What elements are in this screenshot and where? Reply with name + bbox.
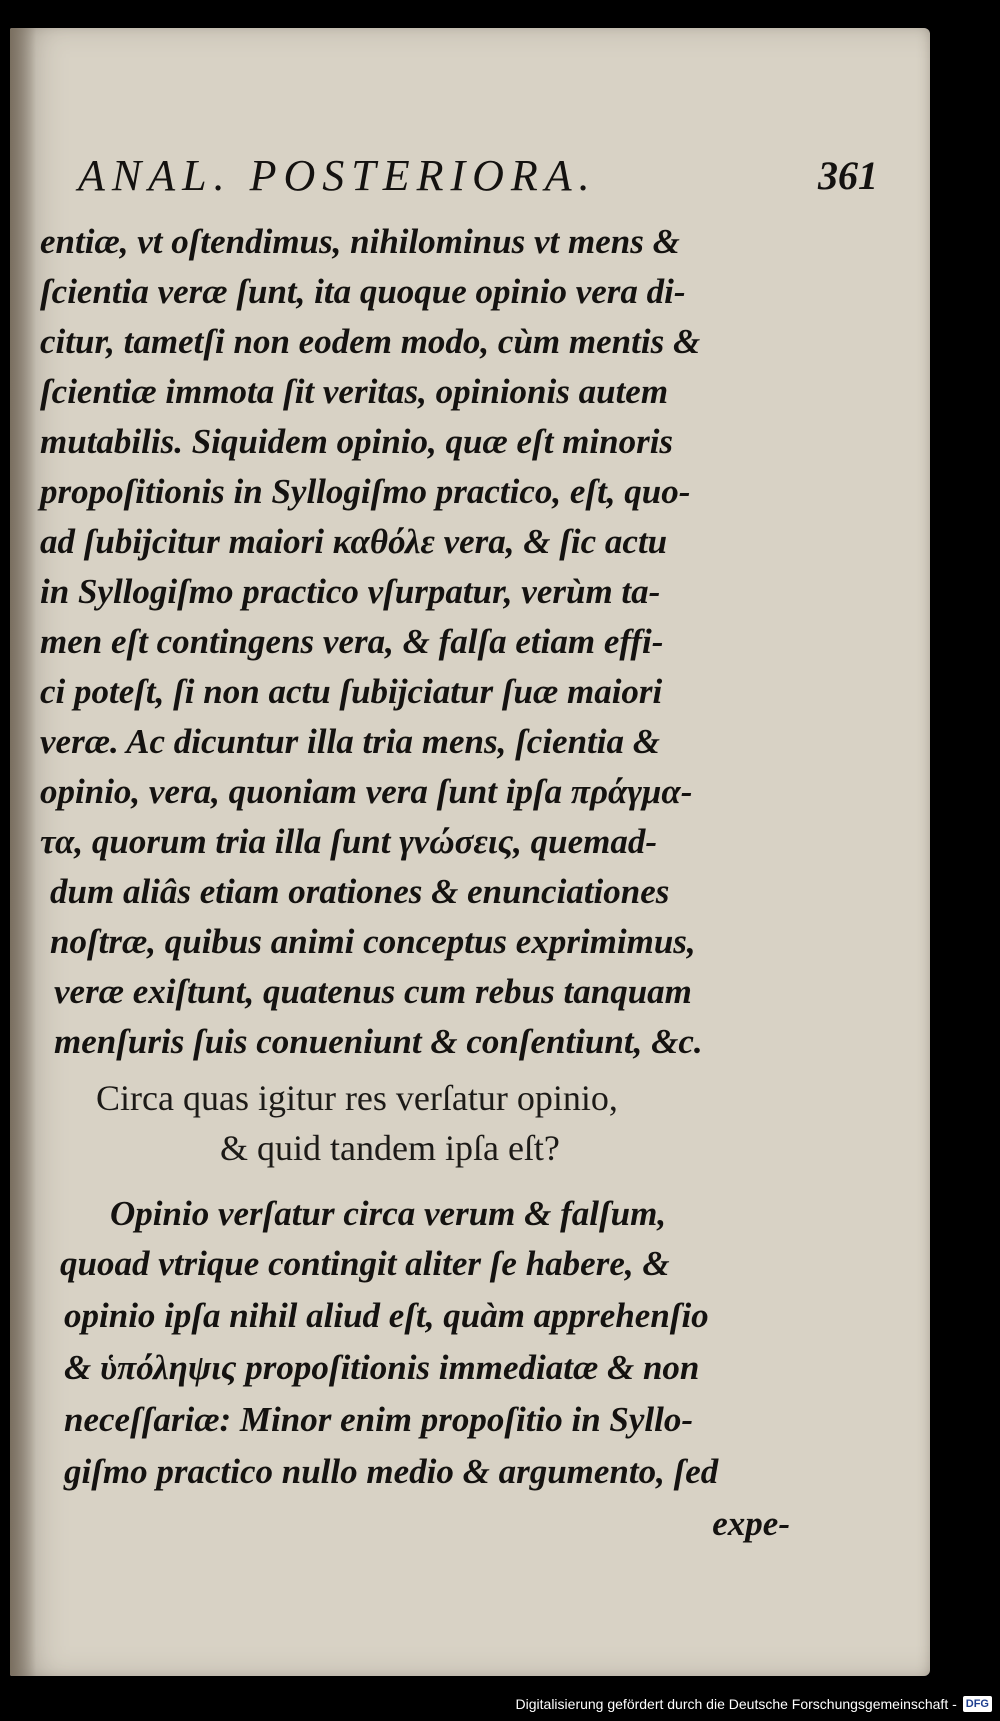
catchword: expe- xyxy=(712,1504,790,1543)
credit-text: Digitalisierung gefördert durch die Deutsche Forschungsgemeinschaft - xyxy=(515,1696,957,1712)
text-line: entiæ, vt oſtendimus, nihilominus vt mens & xyxy=(40,222,680,261)
text-line: ad ſubijcitur maiori καθόλε vera, & ſic actu xyxy=(40,522,668,561)
answer-line: Opinio verſatur circa verum & falſum, xyxy=(110,1194,667,1233)
answer-line: & ὑπόληψις propoſitionis immediatæ & non xyxy=(64,1348,700,1387)
text-line: menſuris ſuis conueniunt & conſentiunt, &c. xyxy=(54,1022,703,1061)
text-line: ci poteſt, ſi non actu ſubijciatur ſuæ maiori xyxy=(40,672,663,711)
text-line: dum aliâs etiam orationes & enunciationes xyxy=(50,872,670,911)
text-line: mutabilis. Siquidem opinio, quæ eſt minoris xyxy=(40,422,674,461)
text-line: propoſitionis in Syllogiſmo practico, eſt, quo- xyxy=(40,472,691,511)
text-line: veræ exiſtunt, quatenus cum rebus tanquam xyxy=(54,972,692,1011)
text-line: men eſt contingens vera, & falſa etiam effi- xyxy=(40,622,664,661)
text-line: ſcientiæ immota ſit veritas, opinionis autem xyxy=(40,372,669,411)
text-line: veræ. Ac dicuntur illa tria mens, ſcientia & xyxy=(40,722,660,761)
answer-line: giſmo practico nullo medio & argumento, ſed xyxy=(64,1452,719,1491)
page-number: 361 xyxy=(818,153,878,198)
text-line: citur, tametſi non eodem modo, cùm mentis & xyxy=(40,322,701,361)
question-line: & quid tandem ipſa eſt? xyxy=(220,1128,560,1168)
running-head-title: ANAL. POSTERIORA. xyxy=(78,151,597,200)
answer-line: neceſſariæ: Minor enim propoſitio in Syllo- xyxy=(64,1400,694,1439)
running-head xyxy=(78,146,878,206)
book-page xyxy=(10,28,930,1676)
dfg-logo: DFG xyxy=(963,1696,992,1712)
text-line: in Syllogiſmo practico vſurpatur, verùm ta- xyxy=(40,572,661,611)
text-line: opinio, vera, quoniam vera ſunt ipſa πράγμα- xyxy=(40,772,693,811)
text-line: τα, quorum tria illa ſunt γνώσεις, quemad- xyxy=(40,822,658,861)
answer-line: quoad vtrique contingit aliter ſe habere, & xyxy=(60,1244,670,1283)
text-line: noſtræ, quibus animi conceptus exprimimus, xyxy=(50,922,696,961)
text-line: ſcientia veræ ſunt, ita quoque opinio vera di- xyxy=(40,272,686,311)
digitization-credit xyxy=(516,1691,992,1717)
answer-line: opinio ipſa nihil aliud eſt, quàm apprehenſio xyxy=(64,1296,709,1335)
question-line: Circa quas igitur res verſatur opinio, xyxy=(96,1078,618,1118)
